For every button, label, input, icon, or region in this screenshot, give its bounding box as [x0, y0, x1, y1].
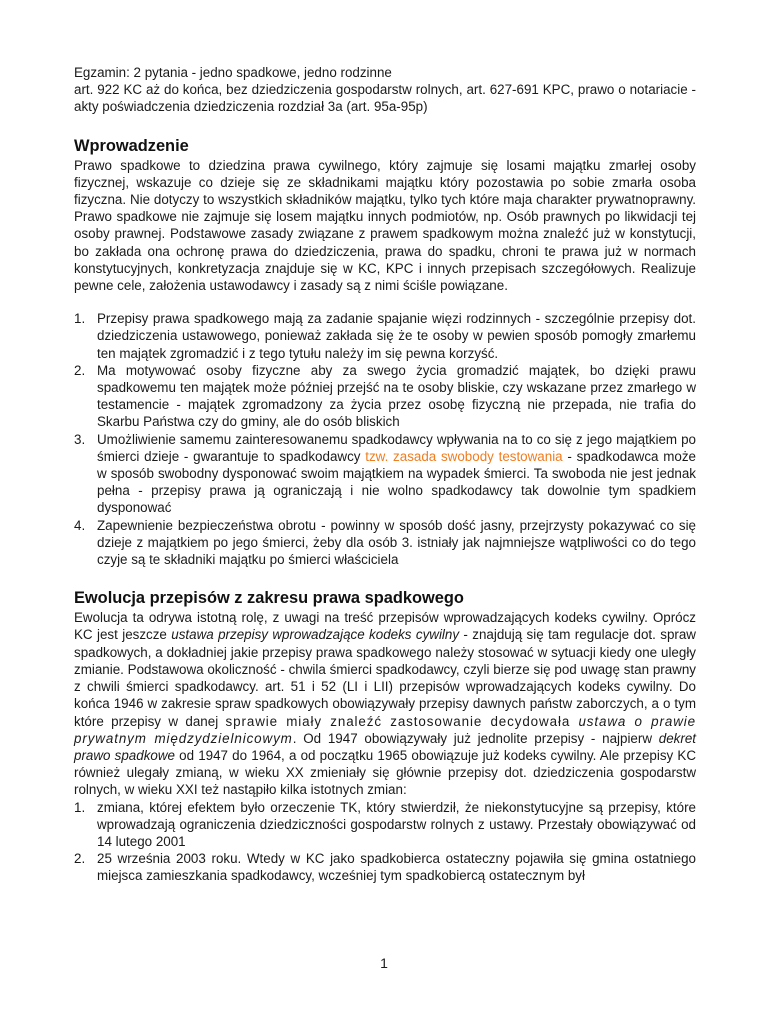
exam-info-line: Egzamin: 2 pytania - jedno spadkowe, jedno rodzinne: [74, 65, 392, 80]
list-item-text: Umożliwienie samemu zainteresowanemu spadkodawcy wpływania na to co się z jego majątkiem po śmierci dzieje - gwarantuje to spadkodawcy: [97, 431, 696, 464]
list-item-number: 2.: [74, 362, 86, 378]
list-item-number: 3.: [74, 431, 86, 447]
list-item-text: Przepisy prawa spadkowego mają za zadanie spajanie więzi rodzinnych - szczególnie przepisy dot. dziedziczenia ustawowego, ponieważ zakłada się że te osoby w pewien sposób pomogły zmarłemu ten majątek zgromadzić i z tego tytułu należy im się pewna korzyść.: [97, 311, 696, 361]
section-heading-introduction: Wprowadzenie: [74, 136, 189, 155]
list-item: [74, 799, 696, 851]
highlighted-term: tzw. zasada swobody testowania: [365, 448, 563, 464]
statute-title: ustawa o prawie prywatnym międzydzielnicowym: [74, 713, 696, 746]
paragraph-text: Ewolucja ta odrywa istotną rolę, z uwagi na treść przepisów wprowadzających kodeks cywilny. Oprócz KC jest jeszcze: [74, 610, 696, 643]
list-item-number: 1.: [74, 799, 86, 815]
list-item: [74, 310, 696, 362]
list-item-text: Ma motywować osoby fizyczne aby za swego życia gromadzić majątek, bo dzięki prawu spadkowemu ten majątek może później przejść na te osoby bliskie, czy wskazane przez zmarłego w testamencie - majątek zgromadzony za życia przez osobę fizyczną nie przepada, nie trafia do Skarbu Państwa czy do gminy, ale do osób bliskich: [97, 362, 696, 430]
list-item: [74, 850, 696, 884]
list-item: [74, 517, 696, 569]
introduction-paragraph: Prawo spadkowe to dziedzina prawa cywilnego, który zajmuje się losami majątku zmarłej osoby fizycznej, wskazuje co dzieje się ze składnikami majątku który pozostawia po sobie zmarła osoba fizyczna. Nie dotyczy to wszystkich składników majątku, tylko tych które maja charakter prywatnoprawny. Prawo spadkowe nie zajmuje się losem majątku innych podmiotów, np. Osób prawnych po likwidacji tej osoby prawnej. Podstawowe zasady związane z prawem spadkowym można znaleźć już w konstytucji, bo zakłada ona ochronę prawa do dziedziczenia, prawa do spadku, chroni te prawa już w normach konstytucyjnych, konkretyzacja znajduje się w KC, KPC i innych przepisach szczegółowych. Realizuje pewne cele, założenia ustawodawcy i zasady są z nimi ściśle powiązane.: [74, 157, 696, 294]
statute-title: ustawa przepisy wprowadzające kodeks cywilny: [171, 627, 460, 643]
list-item-number: 4.: [74, 517, 86, 533]
list-item-text: - spadkodawca może w sposób swobodny dysponować swoim majątkiem na wypadek śmierci. Ta swoboda nie jest jednak pełna - przepisy prawa ją ograniczają i nie wolno spadkodawcy tak dowolnie tym spadkiem dysponować: [97, 448, 696, 516]
list-item-number: 1.: [74, 311, 86, 327]
page-number: 1: [380, 955, 388, 971]
principles-list: [74, 310, 696, 568]
list-item-text: zmiana, której efektem było orzeczenie TK, który stwierdził, że niekonstytucyjne są przepisy, które wprowadzają ograniczenia dziedziczności gospodarstw rolnych z ustawy. Przestały obowiązywać od 14 lutego 2001: [97, 799, 696, 849]
list-item-text: Zapewnienie bezpieczeństwa obrotu - powinny w sposób dość jasny, przejrzysty pokazywać co się dzieje z majątkiem po jego śmierci, żeby dla osób 3. istniały jak najmniejsze wątpliwości co do tego czyje są te składniki majątku po śmierci właściciela: [97, 517, 696, 568]
list-item: [74, 362, 696, 431]
list-item-number: 2.: [74, 851, 86, 867]
paragraph-text: . Od 1947 obowiązywały już jednolite przepisy - najpierw: [292, 730, 659, 746]
statute-title: dekret prawo spadkowe: [74, 730, 696, 763]
list-item-text: 25 września 2003 roku. Wtedy w KC jako spadkobierca ostateczny pojawiła się gmina ostatniego miejsca zamieszkania spadkodawcy, wcześniej tym spadkobiercą ostatecznym był: [97, 851, 696, 884]
changes-list: [74, 799, 696, 885]
paragraph-text: od 1947 do 1964, a od początku 1965 obowiązuje już kodeks cywilny. Ale przepisy KC również ulegały zmianą, w wieku XX zmieniały się głównie przepisy dot. dziedziczenia gospodarstw rolnych, w wieku XXI też nastąpiło kilka istotnych zmian:: [74, 747, 696, 798]
scope-info-line: art. 922 KC aż do końca, bez dziedziczenia gospodarstw rolnych, art. 627-691 KPC, prawo o notariacie - akty poświadczenia dziedziczenia rozdział 3a (art. 95a-95p): [74, 82, 696, 115]
paragraph-text: - znajdują się tam regulacje dot. spraw spadkowych, a dokładniej jakie przepisy prawa spadkowego należy stosować w sytuacji kiedy one uległy zmianie. Podstawowa okoliczność - chwila śmierci spadkodawcy, czyli bierze się pod uwagę stan prawny z chwili śmierci spadkodawcy. art. 51 i 52 (LI i LII) przepisów wprowadzających kodeks cywilny. Do końca 1946 w zakresie spraw spadkowych obowiązywały przepisy dawnych państw zaborczych, a o tym które przepisy w danej: [74, 627, 696, 729]
page-content: [74, 64, 696, 885]
section-heading-evolution: Ewolucja przepisów z zakresu prawa spadkowego: [74, 589, 464, 608]
paragraph-text: sprawie miały znaleźć zastosowanie decydowała: [225, 713, 579, 729]
evolution-paragraph: [74, 609, 696, 798]
list-item: [74, 431, 696, 517]
